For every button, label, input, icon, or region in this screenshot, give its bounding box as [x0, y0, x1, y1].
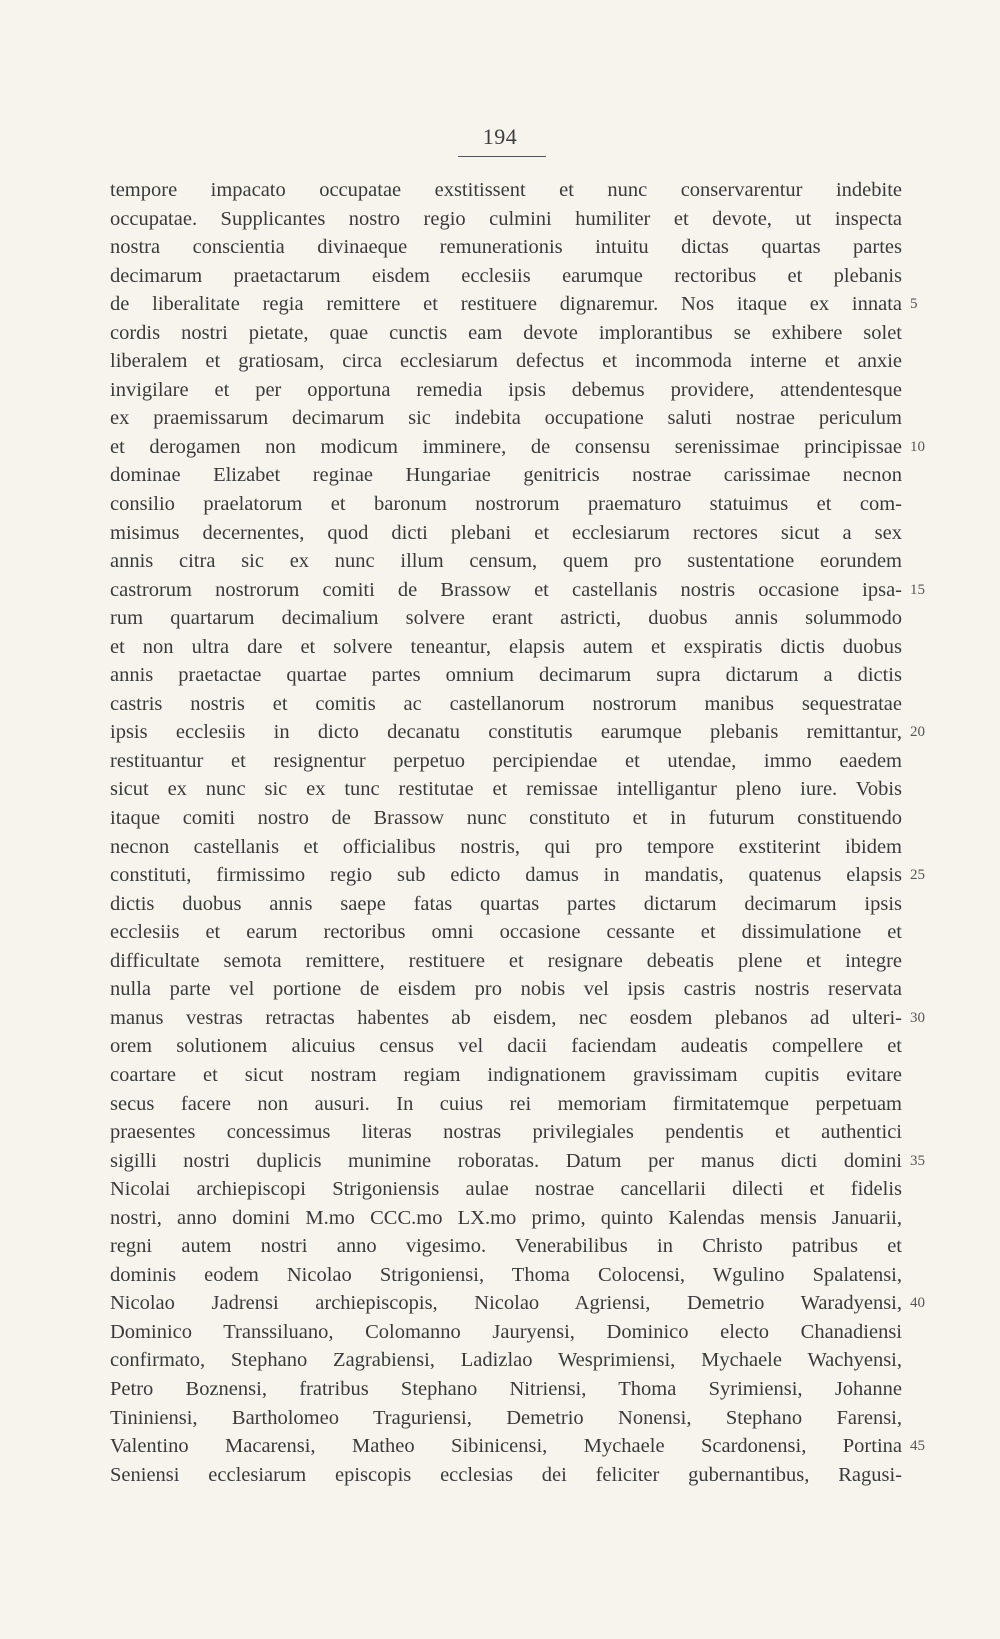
- text-line: manus vestras retractas habentes ab eisdem, nec eosdem plebanos ad ulteri-: [110, 1006, 902, 1029]
- text-line: itaque comiti nostro de Brassow nunc constituto et in futurum constituendo: [110, 807, 902, 830]
- text-line: sigilli nostri duplicis munimine roboratas. Datum per manus dicti domini: [110, 1149, 902, 1172]
- text-line: confirmato, Stephano Zagrabiensi, Ladizlao Wesprimiensi, Mychaele Wachyensi,: [110, 1349, 902, 1372]
- text-line: Valentino Macarensi, Matheo Sibinicensi, Mychaele Scardonensi, Portina: [110, 1435, 902, 1458]
- text-line: constituti, firmissimo regio sub edicto damus in mandatis, quatenus elapsis: [110, 864, 902, 887]
- text-line: Petro Boznensi, fratribus Stephano Nitriensi, Thoma Syrimiensi, Johanne: [110, 1377, 902, 1400]
- text-line: necnon castellanis et officialibus nostris, qui pro tempore exstiterint ibidem: [110, 835, 902, 858]
- margin-line-number: 25: [910, 867, 925, 884]
- text-line: coartare et sicut nostram regiam indignationem gravissimam cupitis evitare: [110, 1063, 902, 1086]
- text-line: de liberalitate regia remittere et restituere dignaremur. Nos itaque ex innata: [110, 293, 902, 316]
- text-line: Seniensi ecclesiarum episcopis ecclesias dei feliciter gubernantibus, Ragusi-: [110, 1463, 902, 1486]
- margin-line-number: 15: [910, 581, 925, 598]
- text-line: difficultate semota remittere, restituere et resignare debeatis plene et integre: [110, 949, 902, 972]
- text-line: Tininiensi, Bartholomeo Traguriensi, Demetrio Nonensi, Stephano Farensi,: [110, 1406, 902, 1429]
- text-line: Nicolai archiepiscopi Strigoniensis aulae nostrae cancellarii dilecti et fidelis: [110, 1178, 902, 1201]
- text-line: sicut ex nunc sic ex tunc restitutae et remissae intelligantur pleno iure. Vobis: [110, 778, 902, 801]
- text-line: occupatae. Supplicantes nostro regio culmini humiliter et devote, ut inspecta: [110, 207, 902, 230]
- margin-line-number: 5: [910, 296, 918, 313]
- page-number-rule: [458, 156, 546, 157]
- text-line: rum quartarum decimalium solvere erant astricti, duobus annis solummodo: [110, 607, 902, 630]
- text-line: castrorum nostrorum comiti de Brassow et castellanis nostris occasione ipsa-: [110, 578, 902, 601]
- margin-line-number: 35: [910, 1152, 925, 1169]
- text-line: tempore impacato occupatae exstitissent et nunc conservarentur indebite: [110, 179, 902, 201]
- text-line: cordis nostri pietate, quae cunctis eam devote implorantibus se exhibere solet: [110, 321, 902, 344]
- margin-line-number: 10: [910, 438, 925, 455]
- margin-line-number: 20: [910, 724, 925, 741]
- margin-line-number: 30: [910, 1009, 925, 1026]
- text-line: restituantur et resignentur perpetuo percipiendae et utendae, immo eaedem: [110, 749, 902, 772]
- text-line: misimus decernentes, quod dicti plebani et ecclesiarum rectores sicut a sex: [110, 521, 902, 544]
- text-line: dictis duobus annis saepe fatas quartas partes dictarum decimarum ipsis: [110, 892, 902, 915]
- text-line: Dominico Transsiluano, Colomanno Jauryensi, Dominico electo Chanadiensi: [110, 1320, 902, 1343]
- text-line: ecclesiis et earum rectoribus omni occasione cessante et dissimulatione et: [110, 921, 902, 944]
- page-number: 194: [482, 124, 518, 149]
- text-line: regni autem nostri anno vigesimo. Venerabilibus in Christo patribus et: [110, 1235, 902, 1258]
- text-line: consilio praelatorum et baronum nostrorum praematuro statuimus et com-: [110, 493, 902, 516]
- margin-line-number: 45: [910, 1438, 925, 1455]
- text-line: ex praemissarum decimarum sic indebita occupatione saluti nostrae periculum: [110, 407, 902, 430]
- text-line: nostra conscientia divinaeque remunerationis intuitu dictas quartas partes: [110, 236, 902, 259]
- text-line: et derogamen non modicum imminere, de consensu serenissimae principissae: [110, 435, 902, 458]
- text-line: Nicolao Jadrensi archiepiscopis, Nicolao Agriensi, Demetrio Waradyensi,: [110, 1292, 902, 1315]
- margin-line-number: 40: [910, 1295, 925, 1312]
- text-line: ipsis ecclesiis in dicto decanatu constitutis earumque plebanis remittantur,: [110, 721, 902, 744]
- text-line: orem solutionem alicuius census vel dacii faciendam audeatis compellere et: [110, 1035, 902, 1058]
- text-line: et non ultra dare et solvere teneantur, elapsis autem et exspiratis dictis duobus: [110, 635, 902, 658]
- text-line: annis citra sic ex nunc illum censum, quem pro sustentatione eorundem: [110, 550, 902, 573]
- text-line: nulla parte vel portione de eisdem pro nobis vel ipsis castris nostris reservata: [110, 978, 902, 1001]
- text-line: decimarum praetactarum eisdem ecclesiis earumque rectoribus et plebanis: [110, 264, 902, 287]
- text-line: dominis eodem Nicolao Strigoniensi, Thoma Colocensi, Wgulino Spalatensi,: [110, 1263, 902, 1286]
- text-line: dominae Elizabet reginae Hungariae genitricis nostrae carissimae necnon: [110, 464, 902, 487]
- body-text: [110, 176, 902, 1489]
- text-line: annis praetactae quartae partes omnium decimarum supra dictarum a dictis: [110, 664, 902, 687]
- text-line: castris nostris et comitis ac castellanorum nostrorum manibus sequestratae: [110, 692, 902, 715]
- text-line: nostri, anno domini M.mo CCC.mo LX.mo primo, quinto Kalendas mensis Januarii,: [110, 1206, 902, 1229]
- text-line: praesentes concessimus literas nostras privilegiales pendentis et authentici: [110, 1121, 902, 1144]
- text-line: invigilare et per opportuna remedia ipsis debemus providere, attendentesque: [110, 378, 902, 401]
- text-line: liberalem et gratiosam, circa ecclesiarum defectus et incommoda interne et anxie: [110, 350, 902, 373]
- text-line: secus facere non ausuri. In cuius rei memoriam firmitatemque perpetuam: [110, 1092, 902, 1115]
